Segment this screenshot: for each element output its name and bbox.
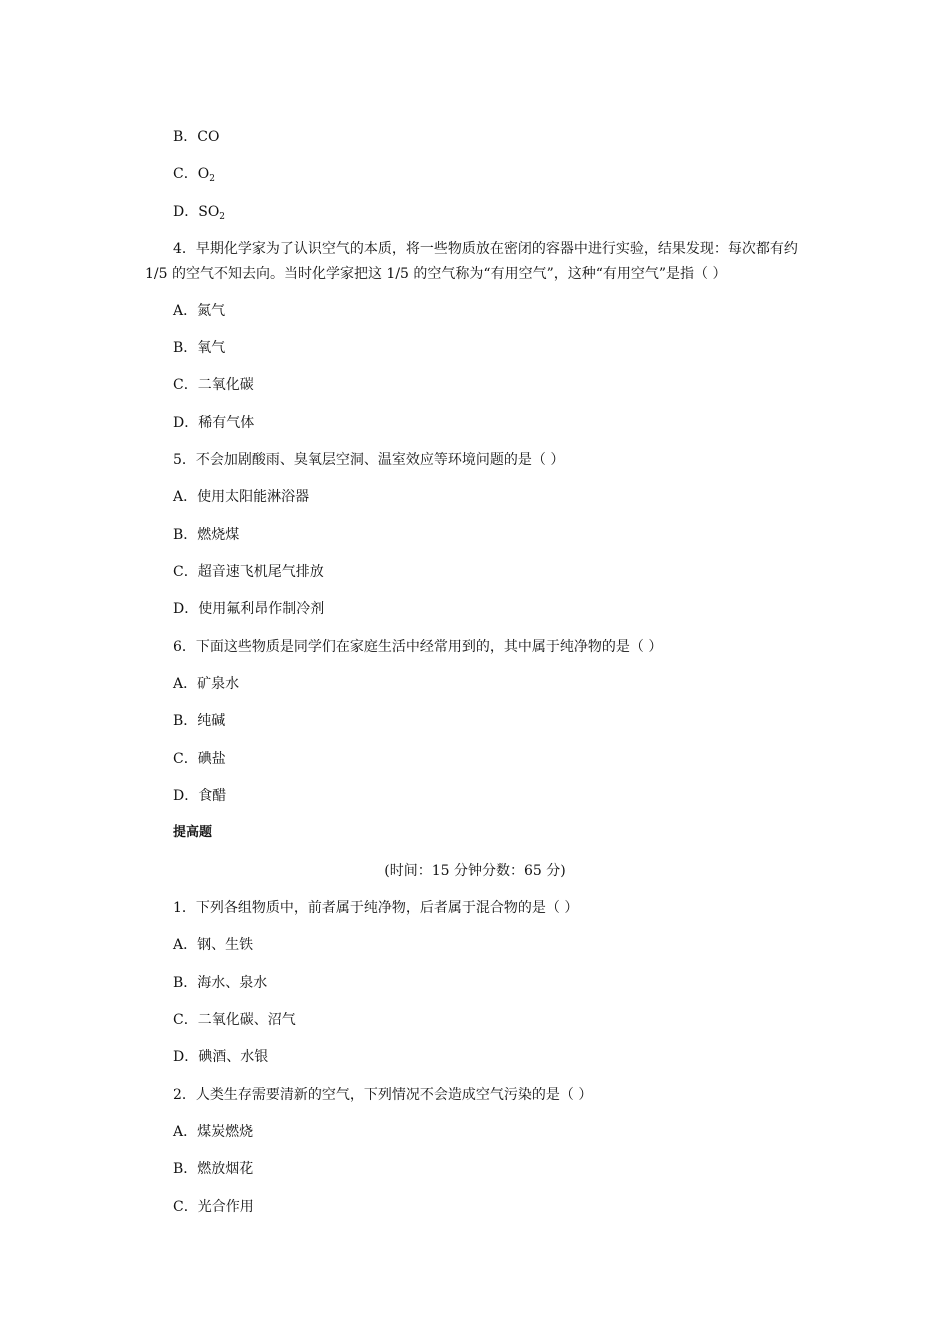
option-d-so2 (173, 202, 225, 227)
question-4-option-c: C．二氧化碳 (173, 377, 254, 393)
question-5-option-c: C．超音速飞机尾气排放 (173, 564, 324, 580)
advanced-question-1-option-d: D．碘酒、水银 (173, 1049, 269, 1065)
advanced-question-2: 2．人类生存需要清新的空气，下列情况不会造成空气污染的是（ ） (173, 1087, 593, 1103)
subscript-2: 2 (219, 212, 226, 222)
advanced-question-1-option-c: C．二氧化碳、沼气 (173, 1012, 296, 1028)
advanced-question-1: 1．下列各组物质中，前者属于纯净物，后者属于混合物的是（ ） (173, 900, 579, 916)
section-heading: 提高题 (173, 825, 213, 840)
advanced-question-2-option-a: A．煤炭燃烧 (173, 1124, 254, 1140)
question-5: 5．不会加剧酸雨、臭氧层空洞、温室效应等环境问题的是（ ） (173, 452, 565, 468)
question-4-line-1: 4．早期化学家为了认识空气的本质，将一些物质放在密闭的容器中进行实验，结果发现：每次都有约 (173, 241, 798, 257)
question-6-option-b: B．纯碱 (173, 713, 226, 729)
option-c-o2 (173, 164, 215, 189)
option-d-so2-text: D．SO (173, 204, 220, 220)
advanced-question-1-option-a: A．钢、生铁 (173, 937, 254, 953)
subscript-2: 2 (209, 174, 215, 184)
option-b-co: B．CO (173, 129, 220, 145)
question-6-option-d: D．食醋 (173, 788, 227, 804)
question-6: 6．下面这些物质是同学们在家庭生活中经常用到的，其中属于纯净物的是（ ） (173, 639, 663, 655)
time-score-note: (时间：15 分钟分数：65 分) (384, 863, 566, 879)
question-5-option-d: D．使用氟利昂作制冷剂 (173, 601, 325, 617)
advanced-question-2-option-c: C．光合作用 (173, 1199, 254, 1215)
question-4-option-d: D．稀有气体 (173, 415, 255, 431)
option-c-o2-text: C．O (173, 166, 210, 182)
question-4-option-b: B．氧气 (173, 340, 226, 356)
advanced-question-2-option-b: B．燃放烟花 (173, 1161, 254, 1177)
question-4-line-2: 1/5 的空气不知去向。当时化学家把这 1/5 的空气称为“有用空气”，这种“有用空气”是指（ ） (145, 266, 727, 282)
question-6-option-a: A．矿泉水 (173, 676, 240, 692)
question-6-option-c: C．碘盐 (173, 751, 226, 767)
advanced-question-1-option-b: B．海水、泉水 (173, 975, 268, 991)
question-4-option-a: A．氮气 (173, 303, 226, 319)
question-5-option-b: B．燃烧煤 (173, 527, 240, 543)
question-5-option-a: A．使用太阳能淋浴器 (173, 489, 310, 505)
